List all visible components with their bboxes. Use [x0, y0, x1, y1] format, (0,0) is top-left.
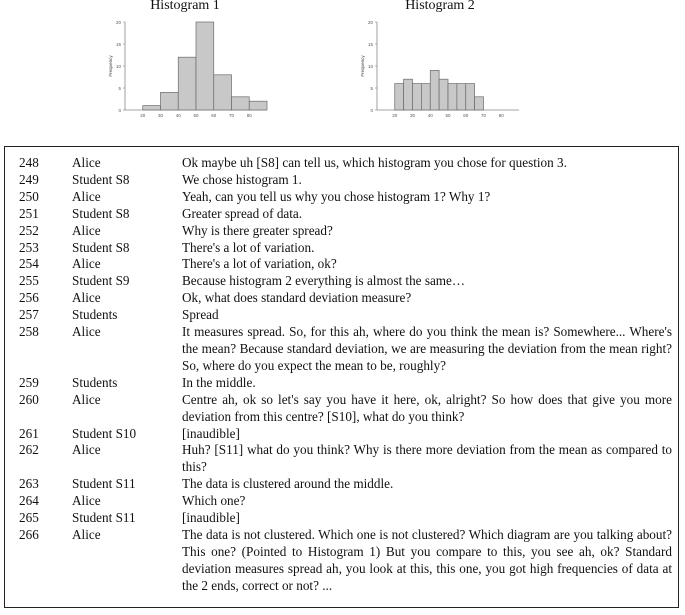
histogram-bar [143, 106, 161, 110]
transcript-row [5, 189, 678, 206]
line-number: 257 [19, 307, 39, 323]
y-tick-label: 5 [370, 85, 373, 91]
line-number: 252 [19, 222, 39, 238]
utterance-text: There's a lot of variation. [182, 239, 315, 255]
histogram-bar [448, 84, 457, 110]
speaker-name: Student S9 [72, 273, 130, 289]
utterance-text: Which one? [182, 493, 246, 509]
y-tick-label: 0 [370, 107, 373, 113]
line-number: 261 [19, 425, 39, 441]
histogram-bar [466, 84, 475, 110]
x-tick-label: 50 [193, 113, 199, 118]
line-number: 266 [19, 526, 39, 542]
y-tick-label: 10 [367, 63, 373, 69]
utterance-text: We chose histogram 1. [182, 171, 302, 187]
y-axis-label: Frequency [108, 55, 113, 77]
x-tick-label: 30 [157, 113, 164, 118]
y-tick-label: 5 [118, 85, 121, 91]
histogram-bar [439, 79, 448, 110]
y-axis-label: Frequency [360, 55, 365, 77]
transcript-row [5, 426, 678, 443]
histogram-bar [475, 97, 484, 110]
transcript-row [5, 527, 678, 595]
histogram-bar [214, 75, 232, 110]
line-number: 249 [19, 171, 39, 187]
transcript-row [5, 510, 678, 527]
line-number: 254 [19, 256, 39, 272]
utterance-text: Ok maybe uh [S8] can tell us, which histogram you chose for question 3. [182, 155, 567, 170]
histogram-bar [404, 79, 413, 110]
utterance-text: [inaudible] [182, 510, 240, 526]
histogram-1-title: Histogram 1 [150, 0, 220, 13]
line-number: 263 [19, 476, 39, 492]
speaker-name: Alice [72, 256, 101, 272]
y-tick-label: 20 [115, 19, 121, 25]
transcript-row [5, 442, 678, 476]
transcript-box [4, 146, 679, 608]
histogram-2-title: Histogram 2 [405, 0, 475, 13]
speaker-name: Alice [72, 222, 101, 238]
transcript-row [5, 206, 678, 223]
utterance-text: In the middle. [182, 374, 256, 390]
speaker-name: Alice [72, 155, 101, 170]
utterance-text: It measures spread. So, for this ah, where do you think the mean is? Somewhere... Where's the mean? Because standard deviation, we are measuring the deviation from the mean right? So, where do you expect the mean to be, roughly? [182, 324, 672, 373]
histogram-bar [232, 97, 250, 110]
x-tick-label: 80 [246, 113, 252, 118]
utterance-text: The data is clustered around the middle. [182, 476, 394, 492]
utterance-text: Why is there greater spread? [182, 222, 333, 238]
histogram-bar [413, 84, 422, 110]
transcript-row [5, 476, 678, 493]
x-tick-label: 40 [175, 113, 181, 118]
speaker-name: Alice [72, 493, 101, 509]
transcript-row [5, 256, 678, 273]
histogram-bar [249, 101, 267, 110]
x-tick-label: 60 [463, 113, 469, 118]
utterance-text: Spread [182, 307, 219, 323]
line-number: 258 [19, 324, 39, 340]
line-number: 260 [19, 391, 39, 407]
utterance-text: The data is not clustered. Which one is not clustered? Which diagram are you talking about? This one? (Pointed to Histogram 1) But you compare to this, you see ah, ok? Standard deviation measures spread ah, you look at this, this one, you got high frequencies of data at the 2 ends, correct or not? ... [182, 526, 672, 593]
speaker-name: Students [72, 307, 118, 323]
speaker-name: Alice [72, 324, 101, 340]
histogram-bar [178, 57, 196, 110]
transcript-row [5, 324, 678, 375]
line-number: 248 [19, 155, 39, 170]
utterance-text: There's a lot of variation, ok? [182, 256, 337, 272]
utterance-text: Centre ah, ok so let's say you have it here, ok, alright? So how does that give you more deviation from this centre? [S10], what do you think? [182, 391, 672, 424]
histogram-bar [395, 84, 404, 110]
speaker-name: Student S11 [72, 510, 136, 526]
line-number: 262 [19, 442, 39, 458]
y-tick-label: 0 [118, 107, 121, 113]
transcript-row [5, 493, 678, 510]
transcript-row [5, 273, 678, 290]
y-tick-label: 10 [115, 63, 121, 69]
histogram-1-chart [100, 0, 270, 138]
histogram-bar [421, 84, 430, 110]
transcript-row [5, 240, 678, 257]
line-number: 251 [19, 205, 39, 221]
utterance-text: Because histogram 2 everything is almost the same… [182, 273, 466, 289]
histogram-bar [430, 70, 439, 110]
transcript-row [5, 290, 678, 307]
histogram-bar [457, 84, 466, 110]
speaker-name: Alice [72, 290, 101, 306]
x-tick-label: 20 [140, 113, 146, 118]
x-tick-label: 20 [392, 113, 398, 118]
speaker-name: Alice [72, 391, 101, 407]
histogram-2-chart [355, 0, 525, 138]
transcript-row [5, 392, 678, 426]
line-number: 255 [19, 273, 39, 289]
speaker-name: Alice [72, 188, 101, 204]
x-tick-label: 60 [211, 113, 217, 118]
x-tick-label: 50 [445, 113, 451, 118]
y-tick-label: 15 [115, 41, 121, 47]
speaker-name: Student S8 [72, 239, 130, 255]
utterance-text: [inaudible] [182, 425, 240, 441]
x-tick-label: 40 [427, 113, 433, 118]
utterance-text: Yeah, can you tell us why you chose histogram 1? Why 1? [182, 188, 491, 204]
utterance-text: Greater spread of data. [182, 205, 303, 221]
x-tick-label: 30 [409, 113, 416, 118]
histogram-1-figure [100, 0, 270, 138]
line-number: 256 [19, 290, 39, 306]
line-number: 259 [19, 374, 39, 390]
y-tick-label: 15 [367, 41, 373, 47]
speaker-name: Alice [72, 526, 101, 542]
histogram-bar [161, 92, 179, 110]
transcript-row [5, 172, 678, 189]
line-number: 250 [19, 188, 39, 204]
line-number: 264 [19, 493, 39, 509]
histogram-2-figure [355, 0, 525, 138]
transcript-row [5, 375, 678, 392]
transcript-row [5, 223, 678, 240]
speaker-name: Students [72, 374, 118, 390]
line-number: 265 [19, 510, 39, 526]
speaker-name: Student S10 [72, 425, 137, 441]
transcript-row [5, 155, 678, 172]
speaker-name: Student S8 [72, 205, 130, 221]
speaker-name: Alice [72, 442, 101, 458]
transcript-row [5, 307, 678, 324]
x-tick-label: 70 [480, 113, 487, 118]
histogram-bar [196, 22, 214, 110]
y-tick-label: 20 [367, 19, 373, 25]
speaker-name: Student S11 [72, 476, 136, 492]
transcript-rows [5, 147, 678, 595]
x-tick-label: 80 [498, 113, 504, 118]
line-number: 253 [19, 239, 39, 255]
speaker-name: Student S8 [72, 171, 130, 187]
utterance-text: Ok, what does standard deviation measure? [182, 290, 412, 306]
utterance-text: Huh? [S11] what do you think? Why is there more deviation from the mean as compared to this? [182, 442, 672, 475]
x-tick-label: 70 [228, 113, 235, 118]
